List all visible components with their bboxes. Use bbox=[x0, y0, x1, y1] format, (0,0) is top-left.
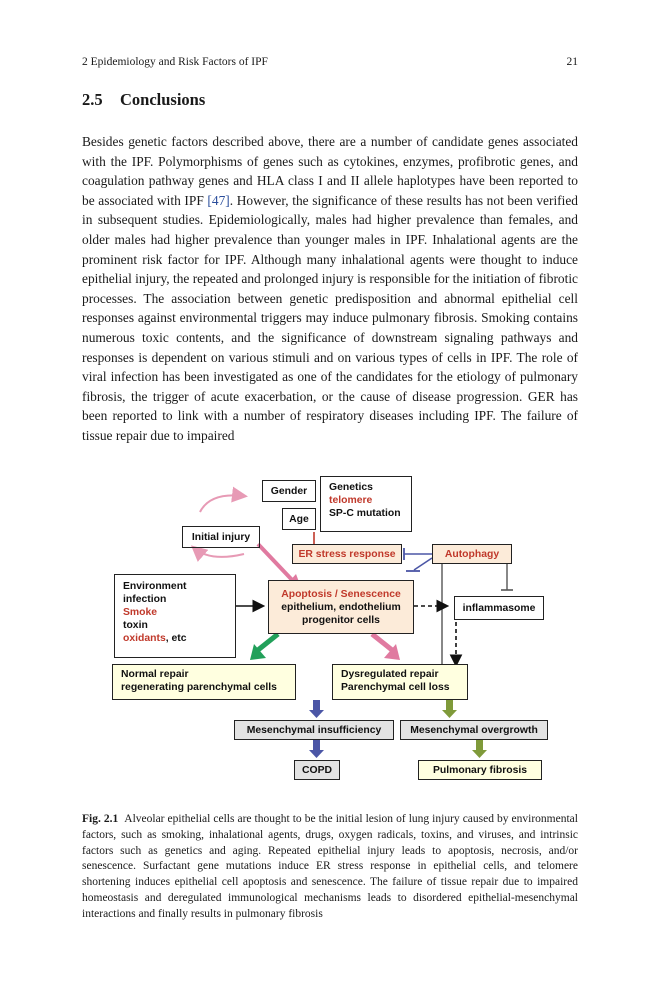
mesenchymal-insufficiency-label: Mesenchymal insufficiency bbox=[246, 724, 382, 736]
caption-label: Fig. 2.1 bbox=[82, 813, 119, 825]
dysregulated-to-insufficiency-arrow bbox=[309, 710, 324, 718]
pulmonary-fibrosis-label: Pulmonary fibrosis bbox=[432, 764, 528, 776]
caption-text: Alveolar epithelial cells are thought to be the initial lesion of lung injury caused by environmental factors, such as smoking, inhalational agents, drugs, oxygen radicals, toxins, and viruses, and intrinsic factors such as genetics and aging. Repeated epithelial injury leads to apoptosis, necrosis, and/or senescence. Surfactant gene mutations induce ER stress response in epithelial cells, and telomere shortening induces epithelial cell apoptosis and senescence. The failure of tissue repair due to impaired homeostasis and deregulated immunological mechanisms leads to disordered epithelial-mesenchymal interactions and finally results in pulmonary fibrosis bbox=[82, 813, 578, 920]
environment-infection: infection bbox=[123, 594, 167, 605]
gender-box bbox=[262, 480, 316, 502]
inflammasome-label: inflammasome bbox=[462, 602, 536, 614]
er-stress-box bbox=[292, 544, 402, 564]
normal-repair-line2: regenerating parenchymal cells bbox=[121, 682, 277, 693]
environment-toxin: toxin bbox=[123, 620, 148, 631]
apoptosis-to-dysregulated-arrow bbox=[372, 634, 392, 650]
apoptosis-box bbox=[268, 580, 414, 634]
copd-label: COPD bbox=[301, 764, 333, 776]
apoptosis-title: Apoptosis / Senescence bbox=[281, 588, 401, 600]
genetics-telomere: telomere bbox=[329, 495, 373, 506]
gender-label: Gender bbox=[270, 485, 308, 497]
cycle-arrow-bottom bbox=[194, 548, 244, 557]
paragraph-text-2: . However, the significance of these results has not been verified in subsequent studies. Epidemiologically, males had higher prevalence than females, and older males had higher prevalence than younger males in IPF. Inhalational agents are the prominent risk factor for IPF. Although many inhalational agents were thought to induce epithelial injury, the repeated and prolonged injury is responsible for the initiation of fibrotic processes. The association between genetic predisposition and abnormal epithelial cell responses against environmental triggers may induce pulmonary fibrosis. Smoking contains numerous toxic contents, and the significance of downstream signaling pathways and responses is dependent on various stimuli and on various types of cells in IPF. The role of viral infection has been investigated as one of the candidates for the etiology of pulmonary fibrosis, the trigger of acute exacerbation, or the cause of disease progression. GER has been reported to link with a number of respiratory diseases including IPF. The failure of tissue repair due to impaired bbox=[82, 192, 578, 443]
dysregulated-repair-line1: Dysregulated repair bbox=[341, 669, 439, 680]
figure-2-1 bbox=[82, 470, 578, 790]
dysregulated-repair-box bbox=[332, 664, 468, 700]
genetics-title: Genetics bbox=[329, 482, 373, 493]
pulmonary-fibrosis-box bbox=[418, 760, 542, 780]
normal-repair-box bbox=[112, 664, 296, 700]
environment-smoke: Smoke bbox=[123, 607, 158, 618]
mesenchymal-overgrowth-box bbox=[400, 720, 548, 740]
age-label: Age bbox=[289, 513, 309, 525]
citation-link[interactable]: [47] bbox=[207, 192, 230, 208]
cycle-arrow-top bbox=[200, 495, 244, 512]
body-paragraph bbox=[82, 132, 578, 446]
age-box bbox=[282, 508, 316, 530]
environment-oxidants: oxidants bbox=[123, 633, 166, 644]
apoptosis-line2: epithelium, endothelium bbox=[281, 601, 401, 613]
normal-repair-line1: Normal repair bbox=[121, 669, 189, 680]
environment-box bbox=[114, 574, 236, 658]
paragraph-text-1: Besides genetic factors described above, there are a number of candidate genes associated with the IPF. Polymorphisms of genes such as cytokines, enzymes, profibrotic genes, and coagulation pathway genes and HLA class I and II allele haplotypes have been reported to be associated with IPF bbox=[82, 134, 578, 208]
inflammasome-box bbox=[454, 596, 544, 620]
overgrowth-to-fibrosis-arrow bbox=[472, 750, 487, 758]
dysregulated-to-overgrowth-arrow bbox=[442, 710, 457, 718]
copd-box bbox=[294, 760, 340, 780]
initial-injury-label: Initial injury bbox=[191, 531, 251, 543]
apoptosis-line3: progenitor cells bbox=[302, 614, 380, 626]
figure-caption bbox=[82, 812, 578, 923]
mesenchymal-overgrowth-label: Mesenchymal overgrowth bbox=[410, 724, 538, 736]
section-number: 2.5 bbox=[82, 90, 103, 109]
genetics-spc: SP-C mutation bbox=[329, 508, 401, 519]
mesenchymal-insufficiency-box bbox=[234, 720, 394, 740]
er-stress-label: ER stress response bbox=[298, 548, 396, 560]
autophagy-label: Autophagy bbox=[444, 548, 500, 560]
insufficiency-to-copd-arrow bbox=[309, 750, 324, 758]
running-head bbox=[82, 56, 578, 72]
page-number: 21 bbox=[566, 56, 578, 68]
running-head-title: 2 Epidemiology and Risk Factors of IPF bbox=[82, 56, 268, 68]
dysregulated-repair-line2: Parenchymal cell loss bbox=[341, 682, 450, 693]
injury-to-apoptosis-arrow bbox=[258, 544, 294, 582]
autophagy-box bbox=[432, 544, 512, 564]
genetics-box bbox=[320, 476, 412, 532]
initial-injury-box bbox=[182, 526, 260, 548]
environment-title: Environment bbox=[123, 581, 187, 592]
section-title: Conclusions bbox=[120, 90, 206, 109]
apoptosis-to-normal-arrow bbox=[258, 634, 278, 650]
environment-etc: , etc bbox=[165, 633, 187, 644]
section-heading bbox=[82, 90, 205, 110]
